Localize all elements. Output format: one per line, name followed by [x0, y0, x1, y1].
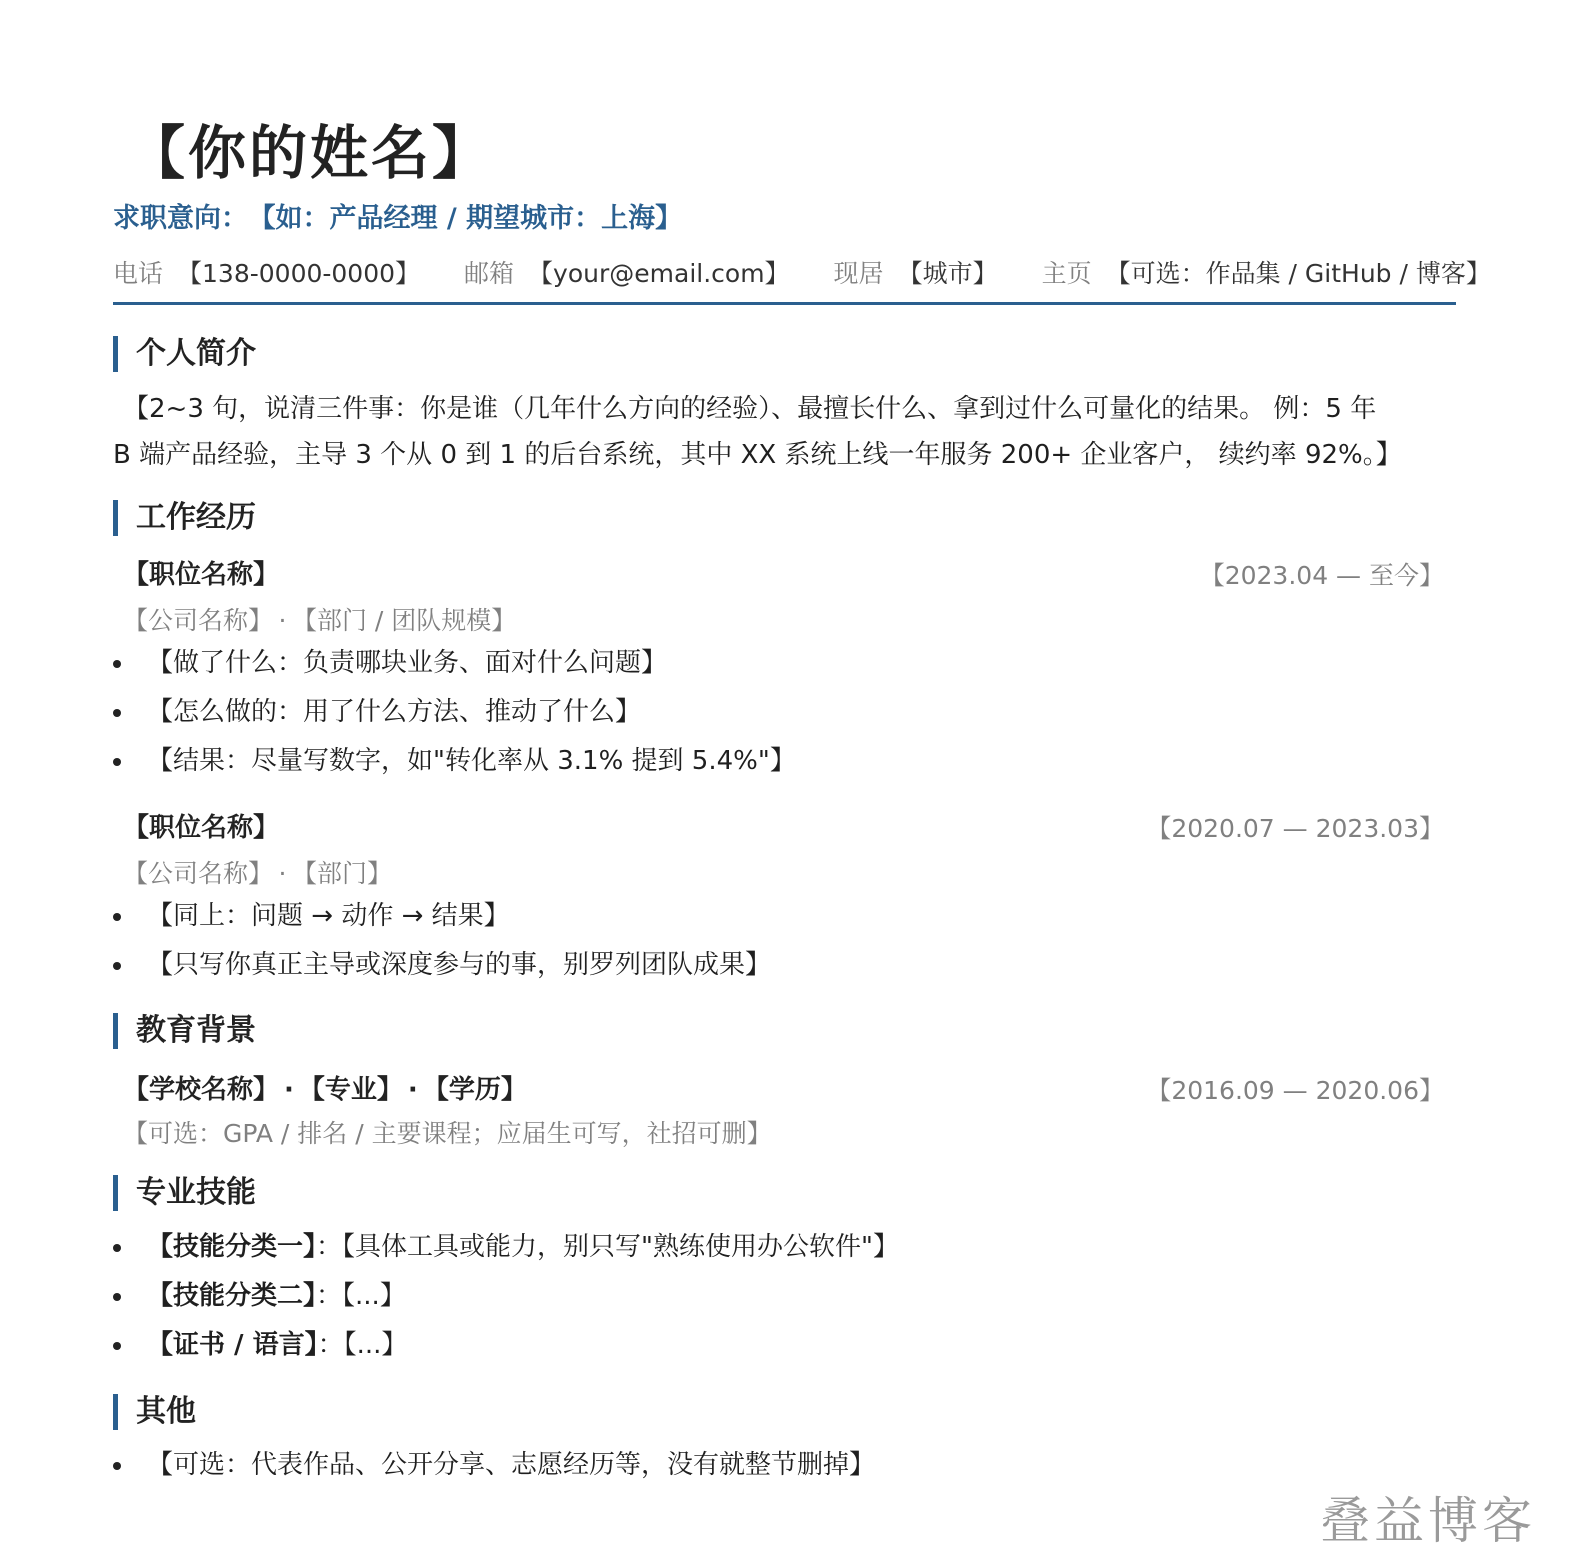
- bullet-icon: [113, 962, 121, 970]
- contact-value: 【可选：作品集 / GitHub / 博客】: [1105, 259, 1491, 288]
- section-title-other: 其他: [113, 1394, 196, 1430]
- list-item: [113, 898, 771, 947]
- skill-sep: ：: [317, 1330, 344, 1360]
- skills-list: [113, 1229, 899, 1376]
- skill-item: [113, 1278, 899, 1327]
- job-bullets: [113, 898, 771, 996]
- separator-dot: ·: [278, 606, 287, 635]
- job-company-line: [123, 854, 392, 890]
- skill-value: 【...】: [342, 1281, 406, 1311]
- skill-value: 【具体工具或能力，别只写"熟练使用办公软件"】: [342, 1232, 899, 1262]
- list-item-text: 【只写你真正主导或深度参与的事，别罗列团队成果】: [147, 950, 772, 980]
- contact-label: 主页: [1041, 259, 1092, 288]
- separator-dot: ·: [407, 1075, 418, 1105]
- job-intent-value: 【如：产品经理 / 期望城市：上海】: [262, 203, 683, 234]
- school-name: 【学校名称】: [123, 1075, 267, 1105]
- bullet-icon: [113, 1293, 121, 1301]
- list-item: [113, 645, 796, 694]
- contact-email: [464, 254, 790, 290]
- job-dept: 【部门】: [304, 859, 392, 888]
- separator-dot: ·: [278, 859, 287, 888]
- list-item-text: 【做了什么：负责哪块业务、面对什么问题】: [147, 648, 668, 678]
- resume-name: 【你的姓名】: [127, 119, 494, 187]
- contact-label: 现居: [833, 259, 884, 288]
- bullet-icon: [113, 913, 121, 921]
- degree: 【学历】: [435, 1075, 527, 1105]
- bullet-icon: [113, 1342, 121, 1350]
- bullet-icon: [113, 1244, 121, 1252]
- education-line: [123, 1069, 527, 1106]
- job-company-line: [123, 601, 516, 637]
- skill-item: [113, 1229, 899, 1278]
- job-position: 【职位名称】: [123, 813, 280, 843]
- contact-value: 【城市】: [897, 259, 998, 288]
- summary-line: 【2~3 句，说清三件事：你是谁（几年什么方向的经验）、最擅长什么、拿到过什么可量化的结果。 例：5 年: [123, 394, 1377, 424]
- job-bullets: [113, 645, 796, 792]
- skill-sep: ：: [316, 1232, 343, 1262]
- skill-item: [113, 1327, 899, 1376]
- list-item-text: 【怎么做的：用了什么方法、推动了什么】: [147, 697, 642, 727]
- other-list: [113, 1447, 875, 1496]
- list-item: [113, 1447, 875, 1496]
- bullet-icon: [113, 1462, 121, 1470]
- summary-line: B 端产品经验，主导 3 个从 0 到 1 的后台系统，其中 XX 系统上线一年服务 200+ 企业客户， 续约率 92%。】: [113, 440, 1402, 470]
- skill-value: 【...】: [343, 1330, 408, 1360]
- list-item-text: 【结果：尽量写数字，如"转化率从 3.1% 提到 5.4%"】: [147, 746, 796, 776]
- section-title-work: 工作经历: [113, 500, 256, 536]
- job-position: 【职位名称】: [123, 560, 280, 590]
- job-intent-label: 求职意向：: [113, 203, 248, 234]
- list-item-text: 【可选：代表作品、公开分享、志愿经历等，没有就整节删掉】: [147, 1450, 876, 1480]
- list-item-text: 【同上：问题 → 动作 → 结果】: [147, 901, 510, 931]
- section-title-summary: 个人简介: [113, 336, 256, 372]
- job-date: 【2020.07 — 2023.03】: [1146, 814, 1444, 843]
- bullet-icon: [113, 758, 121, 766]
- skill-name: 【技能分类二】: [147, 1281, 317, 1311]
- summary-text: [113, 386, 1456, 478]
- section-title-skills: 专业技能: [113, 1175, 256, 1211]
- education-date: 【2016.09 — 2020.06】: [1146, 1076, 1444, 1105]
- bullet-icon: [113, 660, 121, 668]
- contact-row: [113, 254, 1535, 290]
- list-item: [113, 694, 796, 743]
- job-company: 【公司名称】: [123, 859, 261, 888]
- contact-label: 邮箱: [464, 259, 515, 288]
- contact-value: 【your@email.com】: [528, 259, 790, 288]
- job-intent: [113, 196, 682, 235]
- contact-city: [834, 254, 998, 290]
- contact-phone: [113, 254, 420, 290]
- contact-label: 电话: [113, 259, 164, 288]
- skill-sep: ：: [316, 1281, 343, 1311]
- skill-name: 【证书 / 语言】: [147, 1330, 318, 1360]
- bullet-icon: [113, 709, 121, 717]
- education-note: 【可选：GPA / 排名 / 主要课程；应届生可写，社招可删】: [123, 1119, 772, 1148]
- job-company: 【公司名称】: [123, 606, 261, 635]
- job-dept: 【部门 / 团队规模】: [304, 606, 517, 635]
- job-date: 【2023.04 — 至今】: [1199, 561, 1444, 590]
- skill-name: 【技能分类一】: [147, 1232, 317, 1262]
- separator-dot: ·: [284, 1075, 294, 1105]
- section-title-education: 教育背景: [113, 1013, 256, 1049]
- contact-homepage: [1042, 254, 1491, 290]
- list-item: [113, 947, 771, 996]
- watermark: 叠益博客: [1320, 1492, 1536, 1550]
- major: 【专业】: [311, 1075, 390, 1105]
- header-divider: [113, 302, 1456, 305]
- contact-value: 【138-0000-0000】: [177, 259, 421, 288]
- list-item: [113, 743, 796, 792]
